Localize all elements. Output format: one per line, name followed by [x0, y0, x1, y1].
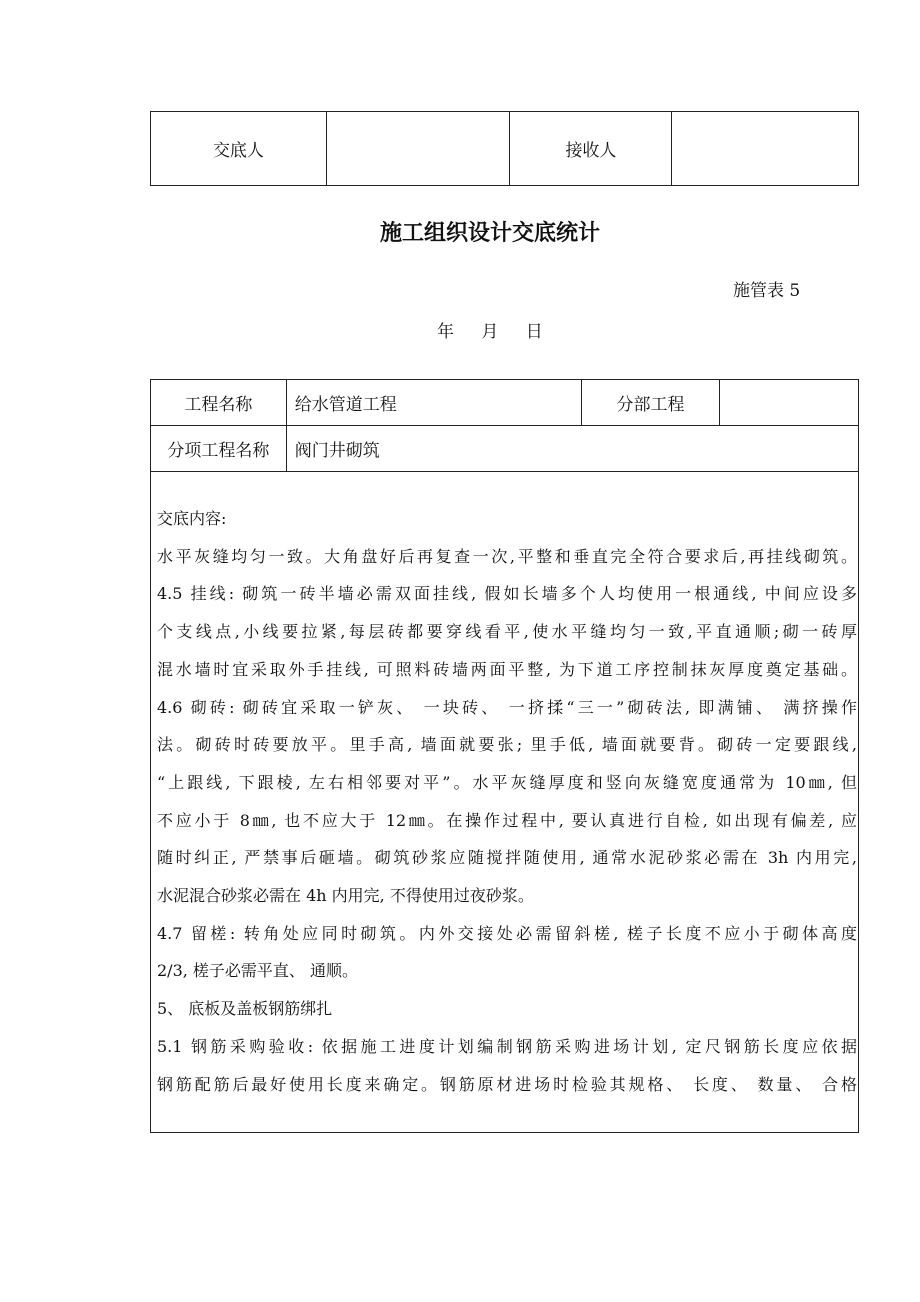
content-line: 水泥混合砂浆必需在 4h 内用完, 不得使用过夜砂浆。: [157, 886, 534, 906]
project-name-label: 工程名称: [151, 380, 287, 426]
briefing-content: [157, 500, 857, 1103]
division-label: 分部工程: [581, 380, 720, 426]
content-line: 4.7 留槎: 转角处应同时砌筑。内外交接处必需留斜槎, 槎子长度不应小于砌体高度: [157, 923, 857, 943]
content-line: 不应小于 8㎜, 也不应大于 12㎜。在操作过程中, 要认真进行自检, 如出现有偏差, 应: [157, 810, 857, 830]
content-line: 随时纠正, 严禁事后砸墙。砌筑砂浆应随搅拌随使用, 通常水泥砂浆必需在 3h 内用完,: [157, 848, 857, 868]
content-line: 法。砌砖时砖要放平。里手高, 墙面就要张; 里手低, 墙面就要背。砌砖一定要跟线,: [157, 735, 857, 755]
content-line: 4.6 砌砖: 砌砖宜采取一铲灰、 一块砖、 一挤揉“三一”砌砖法, 即满铺、 满挤操作: [157, 697, 857, 717]
document-title: 施工组织设计交底统计: [379, 221, 600, 246]
handover-table: [150, 111, 859, 186]
content-line: 水平灰缝均匀一致。大角盘好后再复查一次,平整和垂直完全符合要求后,再挂线砌筑。: [157, 546, 857, 566]
date-line: 年 月 日: [437, 322, 543, 342]
content-line: 5.1 钢筋采购验收: 依据施工进度计划编制钢筋采购进场计划, 定尺钢筋长度应依据: [157, 1036, 857, 1056]
division-value[interactable]: [720, 380, 859, 426]
content-line: 交底内容:: [157, 509, 227, 528]
content-line: 混水墙时宜采取外手挂线, 可照料砖墙两面平整, 为下道工序控制抹灰厚度奠定基础。: [157, 659, 857, 679]
giver-value[interactable]: [326, 112, 510, 186]
subitem-label: 分项工程名称: [151, 426, 287, 472]
receiver-label: 接收人: [510, 112, 672, 186]
receiver-value[interactable]: [672, 112, 859, 186]
giver-label: 交底人: [151, 112, 327, 186]
project-name-value[interactable]: 给水管道工程: [286, 380, 581, 426]
content-line: 个支线点,小线要拉紧,每层砖都要穿线看平,使水平缝均匀一致,平直通顺;砌一砖厚: [157, 622, 857, 642]
subitem-value[interactable]: 阀门井砌筑: [286, 426, 858, 472]
content-line: 2/3, 槎子必需平直、 通顺。: [157, 961, 359, 981]
content-line: 5、 底板及盖板钢筋绑扎: [157, 999, 333, 1019]
content-line: 钢筋配筋后最好使用长度来确定。钢筋原材进场时检验其规格、 长度、 数量、 合格: [157, 1074, 857, 1094]
form-number: 施管表 5: [733, 281, 801, 301]
content-line: 4.5 挂线: 砌筑一砖半墙必需双面挂线, 假如长墙多个人均使用一根通线, 中间应设多: [157, 584, 857, 604]
content-line: “上跟线, 下跟棱, 左右相邻要对平”。水平灰缝厚度和竖向灰缝宽度通常为 10㎜, 但: [157, 772, 857, 792]
